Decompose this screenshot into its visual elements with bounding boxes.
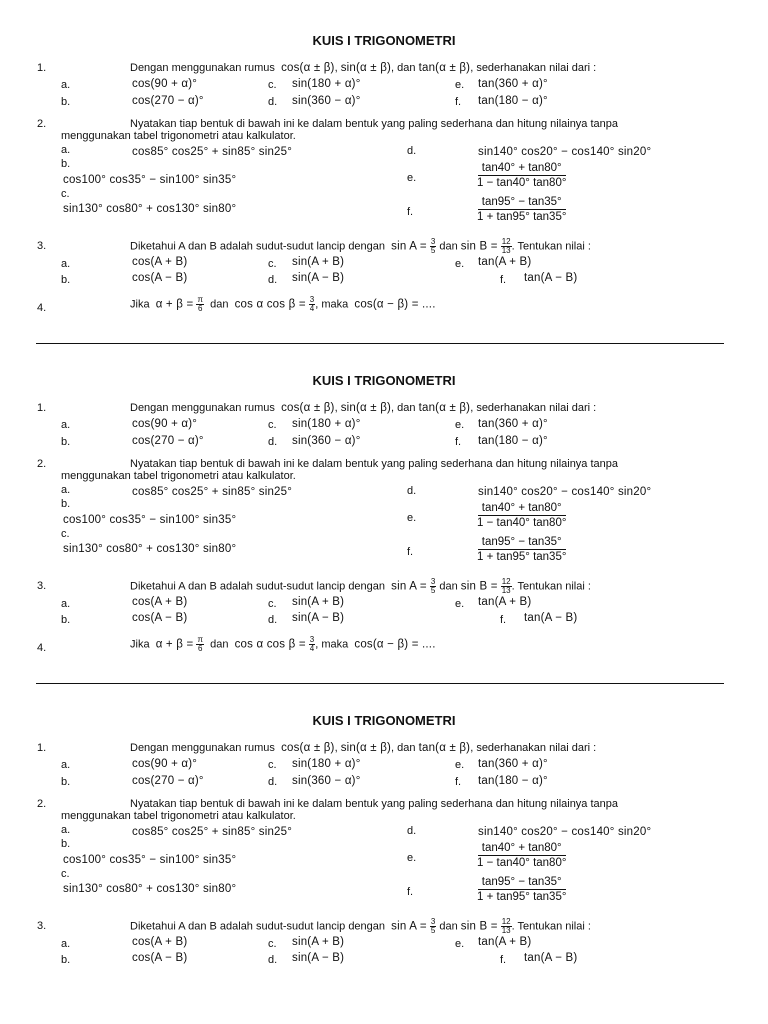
quiz-title: KUIS I TRIGONOMETRI — [312, 33, 456, 48]
q1-intro: Dengan menggunakan rumus cos(α ± β), sin(α ± β), dan tan(α ± β), sederhanakan nilai dari : — [130, 402, 597, 414]
q3-b-expr: cos(A − B) — [132, 612, 188, 624]
q3-b-label: b. — [61, 954, 71, 966]
sinB-fraction: $\frac{12}{13}$ — [501, 917, 511, 935]
q3-f-expr: tan(A − B) — [524, 272, 578, 284]
q1-d-expr: sin(360 − α)° — [292, 95, 361, 107]
q1-b-expr: cos(270 − α)° — [132, 95, 204, 107]
q2-f-label: f. — [407, 206, 414, 218]
q1-a-label: a. — [61, 79, 71, 91]
q3-d-label: d. — [268, 274, 278, 286]
q1-f-label: f. — [455, 96, 462, 108]
q1-c-expr: sin(180 + α)° — [292, 78, 361, 90]
q2-c-label: c. — [61, 868, 70, 880]
q1-e-label: e. — [455, 419, 465, 431]
q1-a-expr: cos(90 + α)° — [132, 78, 198, 90]
q1-c-label: c. — [268, 79, 277, 91]
q2-f-label: f. — [407, 886, 414, 898]
q1-e-label: e. — [455, 759, 465, 771]
q1-b-expr: cos(270 − α)° — [132, 775, 204, 787]
q2-a-label: a. — [61, 484, 71, 496]
q2-b-label: b. — [61, 158, 71, 170]
q2-f-fraction: tan95° − tan35° 1 + tan95° tan35° — [477, 196, 567, 223]
q2-a-expr: cos85° cos25° + sin85° sin25° — [132, 826, 293, 838]
q3-a-label: a. — [61, 938, 71, 950]
sinA-fraction: $\frac{3}{5}$ — [430, 237, 436, 255]
q1-b-label: b. — [61, 776, 71, 788]
q2-e-label: e. — [407, 512, 417, 524]
q2-c-label: c. — [61, 528, 70, 540]
q1-number: 1. — [37, 402, 47, 414]
q3-f-expr: tan(A − B) — [524, 612, 578, 624]
q1-number: 1. — [37, 742, 47, 754]
q1-d-label: d. — [268, 436, 278, 448]
sinA-fraction: $\frac{3}{5}$ — [430, 917, 436, 935]
q2-a-label: a. — [61, 144, 71, 156]
q2-e-fraction: tan40° + tan80° 1 − tan40° tan80° — [477, 162, 567, 189]
q3-a-label: a. — [61, 598, 71, 610]
q3-a-expr: cos(A + B) — [132, 596, 188, 608]
q2-d-expr: sin140° cos20° − cos140° sin20° — [478, 486, 652, 498]
q2-b-expr: cos100° cos35° − sin100° sin35° — [63, 854, 237, 866]
q1-f-label: f. — [455, 436, 462, 448]
q3-e-expr: tan(A + B) — [478, 256, 532, 268]
q2-c-label: c. — [61, 188, 70, 200]
q2-e-label: e. — [407, 852, 417, 864]
q1-d-expr: sin(360 − α)° — [292, 775, 361, 787]
q2-line2: menggunakan tabel trigonometri atau kalkulator. — [61, 810, 296, 822]
q2-line2: menggunakan tabel trigonometri atau kalkulator. — [61, 130, 296, 142]
q2-line1: Nyatakan tiap bentuk di bawah ini ke dalam bentuk yang paling sederhana dan hitung nilainya tanpa — [130, 798, 619, 810]
q2-a-label: a. — [61, 824, 71, 836]
q2-d-label: d. — [407, 145, 417, 157]
q2-line1: Nyatakan tiap bentuk di bawah ini ke dalam bentuk yang paling sederhana dan hitung nilainya tanpa — [130, 458, 619, 470]
q1-a-label: a. — [61, 419, 71, 431]
q2-b-label: b. — [61, 498, 71, 510]
q3-a-label: a. — [61, 258, 71, 270]
q2-d-label: d. — [407, 485, 417, 497]
sinA-fraction: $\frac{3}{5}$ — [430, 577, 436, 595]
pi-fraction: $\frac{\pi}{6}$ — [197, 635, 203, 653]
q1-c-label: c. — [268, 419, 277, 431]
q2-f-label: f. — [407, 546, 414, 558]
prod-fraction: $\frac{3}{4}$ — [309, 635, 315, 653]
q3-e-label: e. — [455, 598, 465, 610]
q3-b-expr: cos(A − B) — [132, 272, 188, 284]
q1-e-expr: tan(360 + α)° — [478, 78, 548, 90]
quiz-title: KUIS I TRIGONOMETRI — [312, 713, 456, 728]
q3-d-expr: sin(A − B) — [292, 952, 345, 964]
q3-number: 3. — [37, 240, 47, 252]
sinB-fraction: $\frac{12}{13}$ — [501, 577, 511, 595]
q3-a-expr: cos(A + B) — [132, 256, 188, 268]
q1-e-expr: tan(360 + α)° — [478, 758, 548, 770]
q2-e-fraction: tan40° + tan80° 1 − tan40° tan80° — [477, 842, 567, 869]
q2-number: 2. — [37, 118, 47, 130]
q2-line1: Nyatakan tiap bentuk di bawah ini ke dalam bentuk yang paling sederhana dan hitung nilainya tanpa — [130, 118, 619, 130]
q1-a-expr: cos(90 + α)° — [132, 418, 198, 430]
q3-b-label: b. — [61, 614, 71, 626]
pi-fraction: $\frac{\pi}{6}$ — [197, 295, 203, 313]
q3-number: 3. — [37, 920, 47, 932]
q2-a-expr: cos85° cos25° + sin85° sin25° — [132, 146, 293, 158]
q3-c-label: c. — [268, 938, 277, 950]
q2-b-label: b. — [61, 838, 71, 850]
q3-b-expr: cos(A − B) — [132, 952, 188, 964]
q3-f-label: f. — [500, 274, 507, 286]
q1-intro: Dengan menggunakan rumus cos(α ± β), sin(α ± β), dan tan(α ± β), sederhanakan nilai dari : — [130, 742, 597, 754]
q3-d-expr: sin(A − B) — [292, 612, 345, 624]
q2-b-expr: cos100° cos35° − sin100° sin35° — [63, 514, 237, 526]
q1-c-expr: sin(180 + α)° — [292, 418, 361, 430]
q2-b-expr: cos100° cos35° − sin100° sin35° — [63, 174, 237, 186]
q3-d-label: d. — [268, 614, 278, 626]
q2-number: 2. — [37, 458, 47, 470]
q2-line2: menggunakan tabel trigonometri atau kalkulator. — [61, 470, 296, 482]
q3-c-label: c. — [268, 258, 277, 270]
q2-c-expr: sin130° cos80° + cos130° sin80° — [63, 883, 237, 895]
q3-c-label: c. — [268, 598, 277, 610]
q2-d-expr: sin140° cos20° − cos140° sin20° — [478, 146, 652, 158]
q1-d-expr: sin(360 − α)° — [292, 435, 361, 447]
q1-f-label: f. — [455, 776, 462, 788]
q3-c-expr: sin(A + B) — [292, 256, 345, 268]
q2-number: 2. — [37, 798, 47, 810]
q1-b-expr: cos(270 − α)° — [132, 435, 204, 447]
q3-intro: Diketahui A dan B adalah sudut-sudut lancip dengan sin A = $\frac{3}{5}$ dan sin B = $\frac{12}{13}$ . Tentukan nilai : — [130, 237, 591, 255]
q1-intro: Dengan menggunakan rumus cos(α ± β), sin(α ± β), dan tan(α ± β), sederhanakan nilai dari : — [130, 62, 597, 74]
q1-c-expr: sin(180 + α)° — [292, 758, 361, 770]
q3-f-label: f. — [500, 954, 507, 966]
q3-e-label: e. — [455, 258, 465, 270]
q3-number: 3. — [37, 580, 47, 592]
q3-b-label: b. — [61, 274, 71, 286]
q3-e-expr: tan(A + B) — [478, 596, 532, 608]
q4-number: 4. — [37, 302, 47, 314]
q3-d-label: d. — [268, 954, 278, 966]
q1-f-expr: tan(180 − α)° — [478, 95, 548, 107]
q1-b-label: b. — [61, 96, 71, 108]
q1-number: 1. — [37, 62, 47, 74]
q3-e-expr: tan(A + B) — [478, 936, 532, 948]
q2-d-label: d. — [407, 825, 417, 837]
q2-d-expr: sin140° cos20° − cos140° sin20° — [478, 826, 652, 838]
q1-a-expr: cos(90 + α)° — [132, 758, 198, 770]
q3-c-expr: sin(A + B) — [292, 936, 345, 948]
q2-c-expr: sin130° cos80° + cos130° sin80° — [63, 203, 237, 215]
q1-a-label: a. — [61, 759, 71, 771]
q3-e-label: e. — [455, 938, 465, 950]
prod-fraction: $\frac{3}{4}$ — [309, 295, 315, 313]
quiz-copy-2 — [0, 340, 768, 680]
quiz-title: KUIS I TRIGONOMETRI — [312, 373, 456, 388]
q2-c-expr: sin130° cos80° + cos130° sin80° — [63, 543, 237, 555]
sinB-fraction: $\frac{12}{13}$ — [501, 237, 511, 255]
q4-line: Jika α + β = $\frac{\pi}{6}$ dan cos α cos β = $\frac{3}{4}$ , maka cos(α − β) = .... — [130, 635, 436, 653]
q3-intro: Diketahui A dan B adalah sudut-sudut lancip dengan sin A = $\frac{3}{5}$ dan sin B = $\frac{12}{13}$ . Tentukan nilai : — [130, 917, 591, 935]
q1-c-label: c. — [268, 759, 277, 771]
q1-d-label: d. — [268, 776, 278, 788]
quiz-copy-1 — [0, 0, 768, 340]
q3-intro: Diketahui A dan B adalah sudut-sudut lancip dengan sin A = $\frac{3}{5}$ dan sin B = $\frac{12}{13}$ . Tentukan nilai : — [130, 577, 591, 595]
q3-f-expr: tan(A − B) — [524, 952, 578, 964]
q2-e-fraction: tan40° + tan80° 1 − tan40° tan80° — [477, 502, 567, 529]
q1-e-label: e. — [455, 79, 465, 91]
q3-d-expr: sin(A − B) — [292, 272, 345, 284]
quiz-copy-3 — [0, 680, 768, 1020]
q1-e-expr: tan(360 + α)° — [478, 418, 548, 430]
q1-f-expr: tan(180 − α)° — [478, 775, 548, 787]
q1-d-label: d. — [268, 96, 278, 108]
q2-a-expr: cos85° cos25° + sin85° sin25° — [132, 486, 293, 498]
q2-f-fraction: tan95° − tan35° 1 + tan95° tan35° — [477, 536, 567, 563]
q1-f-expr: tan(180 − α)° — [478, 435, 548, 447]
q4-number: 4. — [37, 642, 47, 654]
q4-line: Jika α + β = $\frac{\pi}{6}$ dan cos α cos β = $\frac{3}{4}$ , maka cos(α − β) = .... — [130, 295, 436, 313]
q2-e-label: e. — [407, 172, 417, 184]
q3-f-label: f. — [500, 614, 507, 626]
q1-b-label: b. — [61, 436, 71, 448]
q2-f-fraction: tan95° − tan35° 1 + tan95° tan35° — [477, 876, 567, 903]
q3-c-expr: sin(A + B) — [292, 596, 345, 608]
q3-a-expr: cos(A + B) — [132, 936, 188, 948]
